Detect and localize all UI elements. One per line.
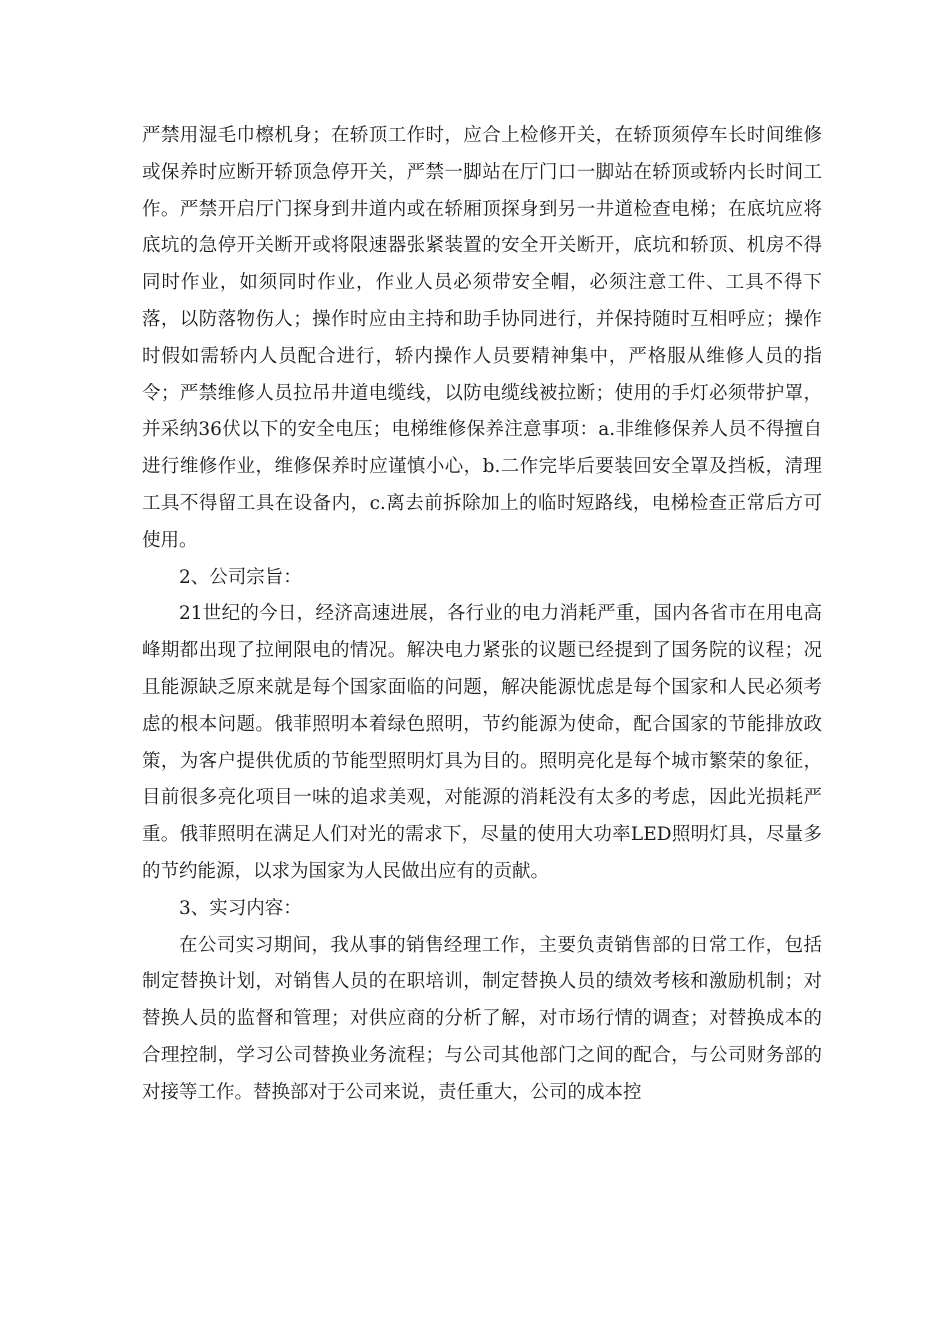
body-paragraph-3: 在公司实习期间，我从事的销售经理工作，主要负责销售部的日常工作，包括制定替换计划，对销售人员的在职培训，制定替换人员的绩效考核和激励机制；对替换人员的监督和管理；对供应商的分析了解，对市场行情的调查；对替换成本的合理控制，学习公司替换业务流程；与公司其他部门之间的配合，与公司财务部的对接等工作。替换部对于公司来说，责任重大，公司的成本控	[142, 934, 822, 1103]
body-paragraph-1: 严禁用湿毛巾檫机身；在轿顶工作时，应合上检修开关，在轿顶须停车长时间维修或保养时应断开轿顶急停开关，严禁一脚站在厅门口一脚站在轿顶或轿内长时间工作。严禁开启厅门探身到井道内或在轿厢顶探身到另一井道检查电梯；在底坑应将底坑的急停开关断开或将限速器张紧装置的安全开关断开，底坑和轿顶、机房不得同时作业，如须同时作业，作业人员必须带安全帽，必须注意工件、工具不得下落，以防落物伤人；操作时应由主持和助手协同进行，并保持随时互相呼应；操作时假如需轿内人员配合进行，轿内操作人员要精神集中，严格服从维修人员的指令；严禁维修人员拉吊井道电缆线，以防电缆线被拉断；使用的手灯必须带护罩，并采纳36伏以下的安全电压；电梯维修保养注意事项：a.非维修保养人员不得擅自进行维修作业，维修保养时应谨慎小心，b.二作完毕后要装回安全罩及挡板，清理工具不得留工具在设备内，c.离去前拆除加上的临时短路线，电梯检查正常后方可使用。	[142, 125, 822, 551]
document-body	[142, 118, 822, 1112]
body-paragraph-2: 21世纪的今日，经济高速进展，各行业的电力消耗严重，国内各省市在用电高峰期都出现了拉闸限电的情况。解决电力紧张的议题已经提到了国务院的议程；况且能源缺乏原来就是每个国家面临的问题，解决能源忧虑是每个国家和人民必须考虑的根本问题。俄菲照明本着绿色照明，节约能源为使命，配合国家的节能排放政策，为客户提供优质的节能型照明灯具为目的。照明亮化是每个城市繁荣的象征，目前很多亮化项目一味的追求美观，对能源的消耗没有太多的考虑，因此光损耗严重。俄菲照明在满足人们对光的需求下，尽量的使用大功率LED照明灯具，尽量多的节约能源，以求为国家为人民做出应有的贡献。	[142, 603, 822, 882]
section-heading-3: 3、实习内容：	[179, 897, 302, 919]
section-heading-2: 2、公司宗旨：	[179, 566, 302, 588]
